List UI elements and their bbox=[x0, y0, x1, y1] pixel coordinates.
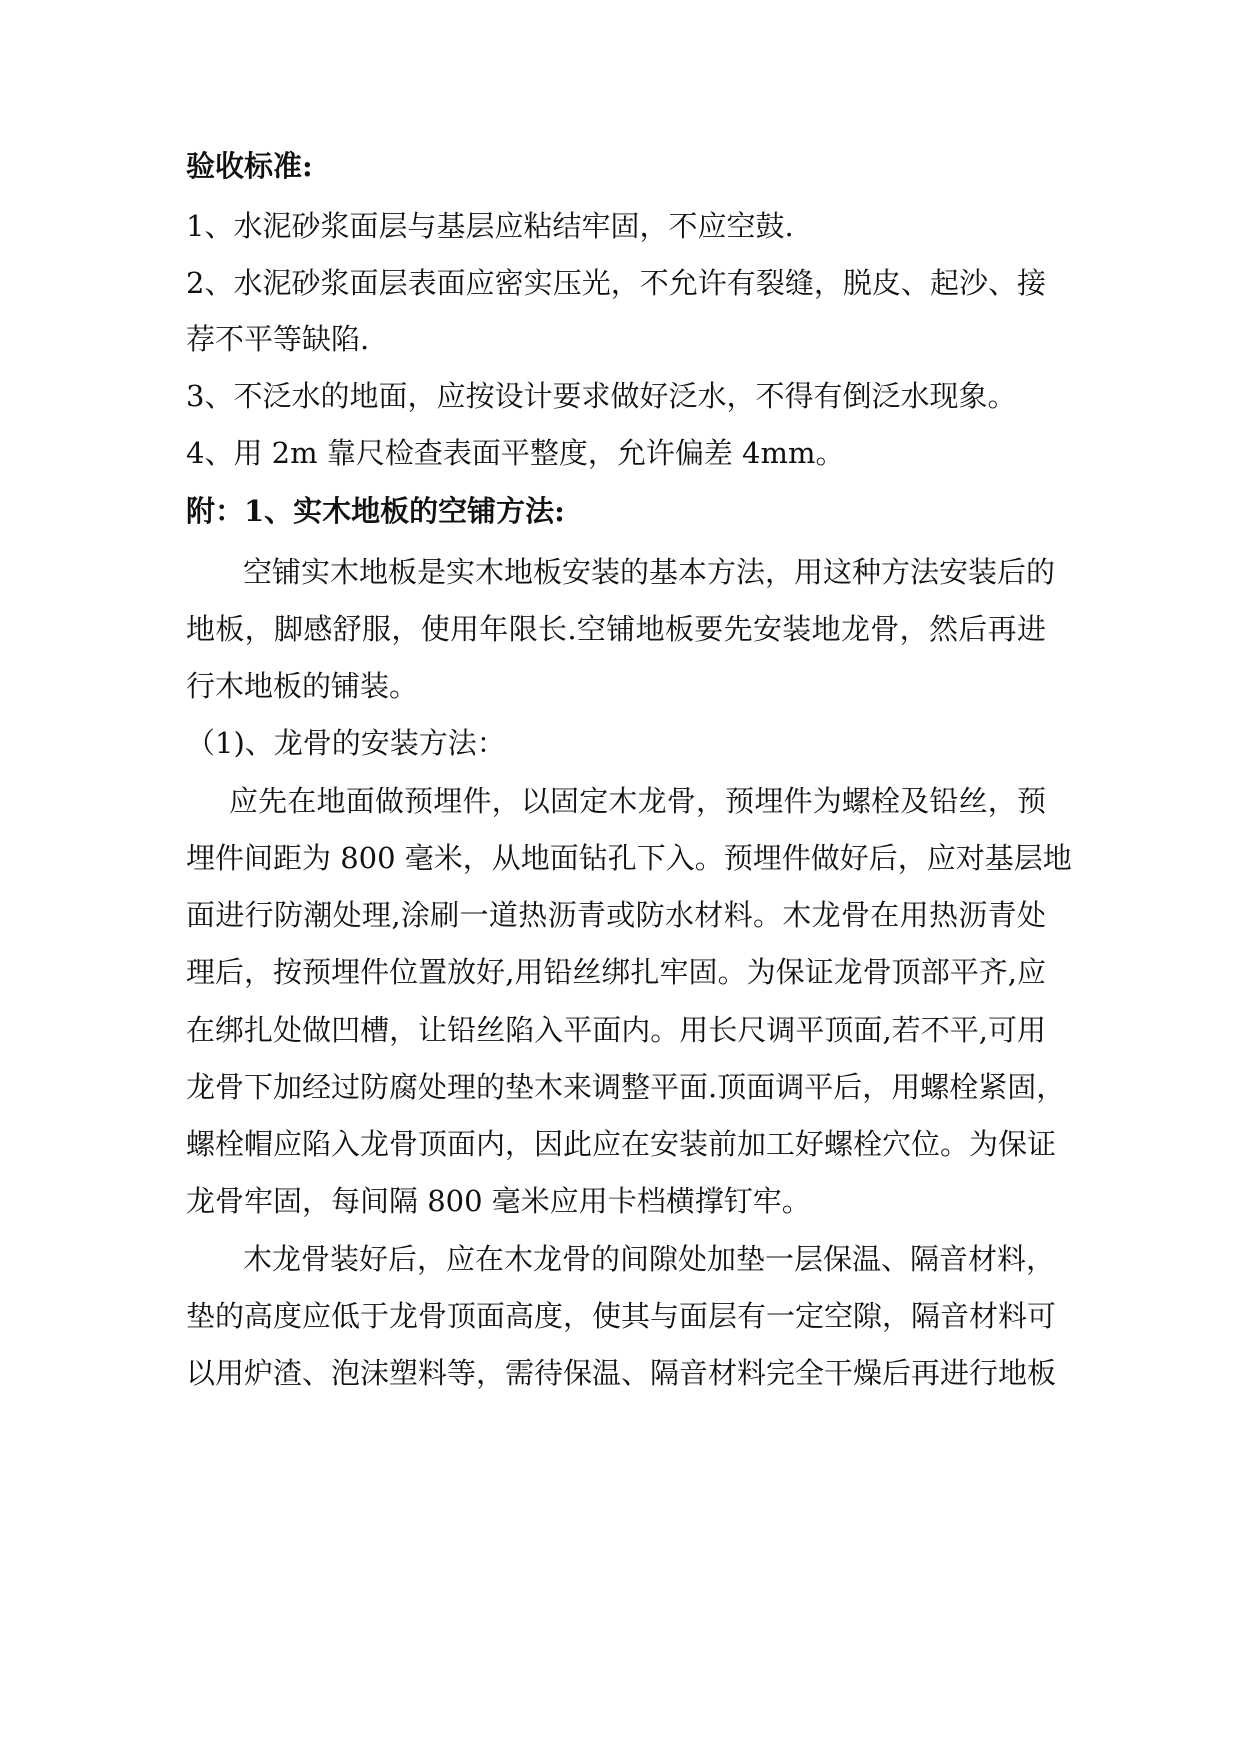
paragraph-line: 以用炉渣、泡沫塑料等，需待保温、隔音材料完全干燥后再进行地板 bbox=[186, 1356, 1057, 1390]
paragraph-line: 垫的高度应低于龙骨顶面高度，使其与面层有一定空隙，隔音材料可 bbox=[186, 1299, 1057, 1333]
paragraph-line: 应先在地面做预埋件，以固定木龙骨，预埋件为螺栓及铅丝，预 bbox=[229, 784, 1046, 818]
paragraph-line: 埋件间距为 800 毫米，从地面钻孔下入。预埋件做好后，应对基层地 bbox=[186, 841, 1072, 875]
list-item: 1、水泥砂浆面层与基层应粘结牢固，不应空鼓. bbox=[186, 209, 794, 243]
subheading-keel-installation: （1)、龙骨的安装方法： bbox=[186, 726, 506, 760]
appendix-heading: 附：1、实木地板的空铺方法: bbox=[186, 494, 565, 528]
paragraph-line: 龙骨牢固，每间隔 800 毫米应用卡档横撑钉牢。 bbox=[186, 1184, 811, 1218]
paragraph-line: 木龙骨装好后，应在木龙骨的间隙处加垫一层保温、隔音材料， bbox=[243, 1242, 1056, 1276]
section-heading-acceptance-standards: 验收标准: bbox=[186, 149, 313, 183]
list-item-continuation: 荐不平等缺陷. bbox=[186, 322, 370, 356]
paragraph-line: 行木地板的铺装。 bbox=[186, 669, 419, 703]
paragraph-line: 龙骨下加经过防腐处理的垫木来调整平面.顶面调平后，用螺栓紧固， bbox=[186, 1070, 1066, 1104]
list-item: 4、用 2m 靠尺检查表面平整度，允许偏差 4mm。 bbox=[186, 436, 845, 470]
paragraph-line: 螺栓帽应陷入龙骨顶面内，因此应在安装前加工好螺栓穴位。为保证 bbox=[186, 1127, 1057, 1161]
list-item: 3、不泛水的地面，应按设计要求做好泛水，不得有倒泛水现象。 bbox=[186, 379, 1017, 413]
paragraph-line: 地板，脚感舒服，使用年限长.空铺地板要先安装地龙骨，然后再进 bbox=[186, 612, 1046, 646]
paragraph-line: 理后，按预埋件位置放好,用铅丝绑扎牢固。为保证龙骨顶部平齐,应 bbox=[186, 955, 1046, 989]
paragraph-line: 面进行防潮处理,涂刷一道热沥青或防水材料。木龙骨在用热沥青处 bbox=[186, 898, 1046, 932]
paragraph-line: 在绑扎处做凹槽，让铅丝陷入平面内。用长尺调平顶面,若不平,可用 bbox=[186, 1013, 1046, 1047]
paragraph-line: 空铺实木地板是实木地板安装的基本方法，用这种方法安装后的 bbox=[243, 555, 1056, 589]
list-item: 2、水泥砂浆面层表面应密实压光，不允许有裂缝，脱皮、起沙、接 bbox=[186, 266, 1046, 300]
